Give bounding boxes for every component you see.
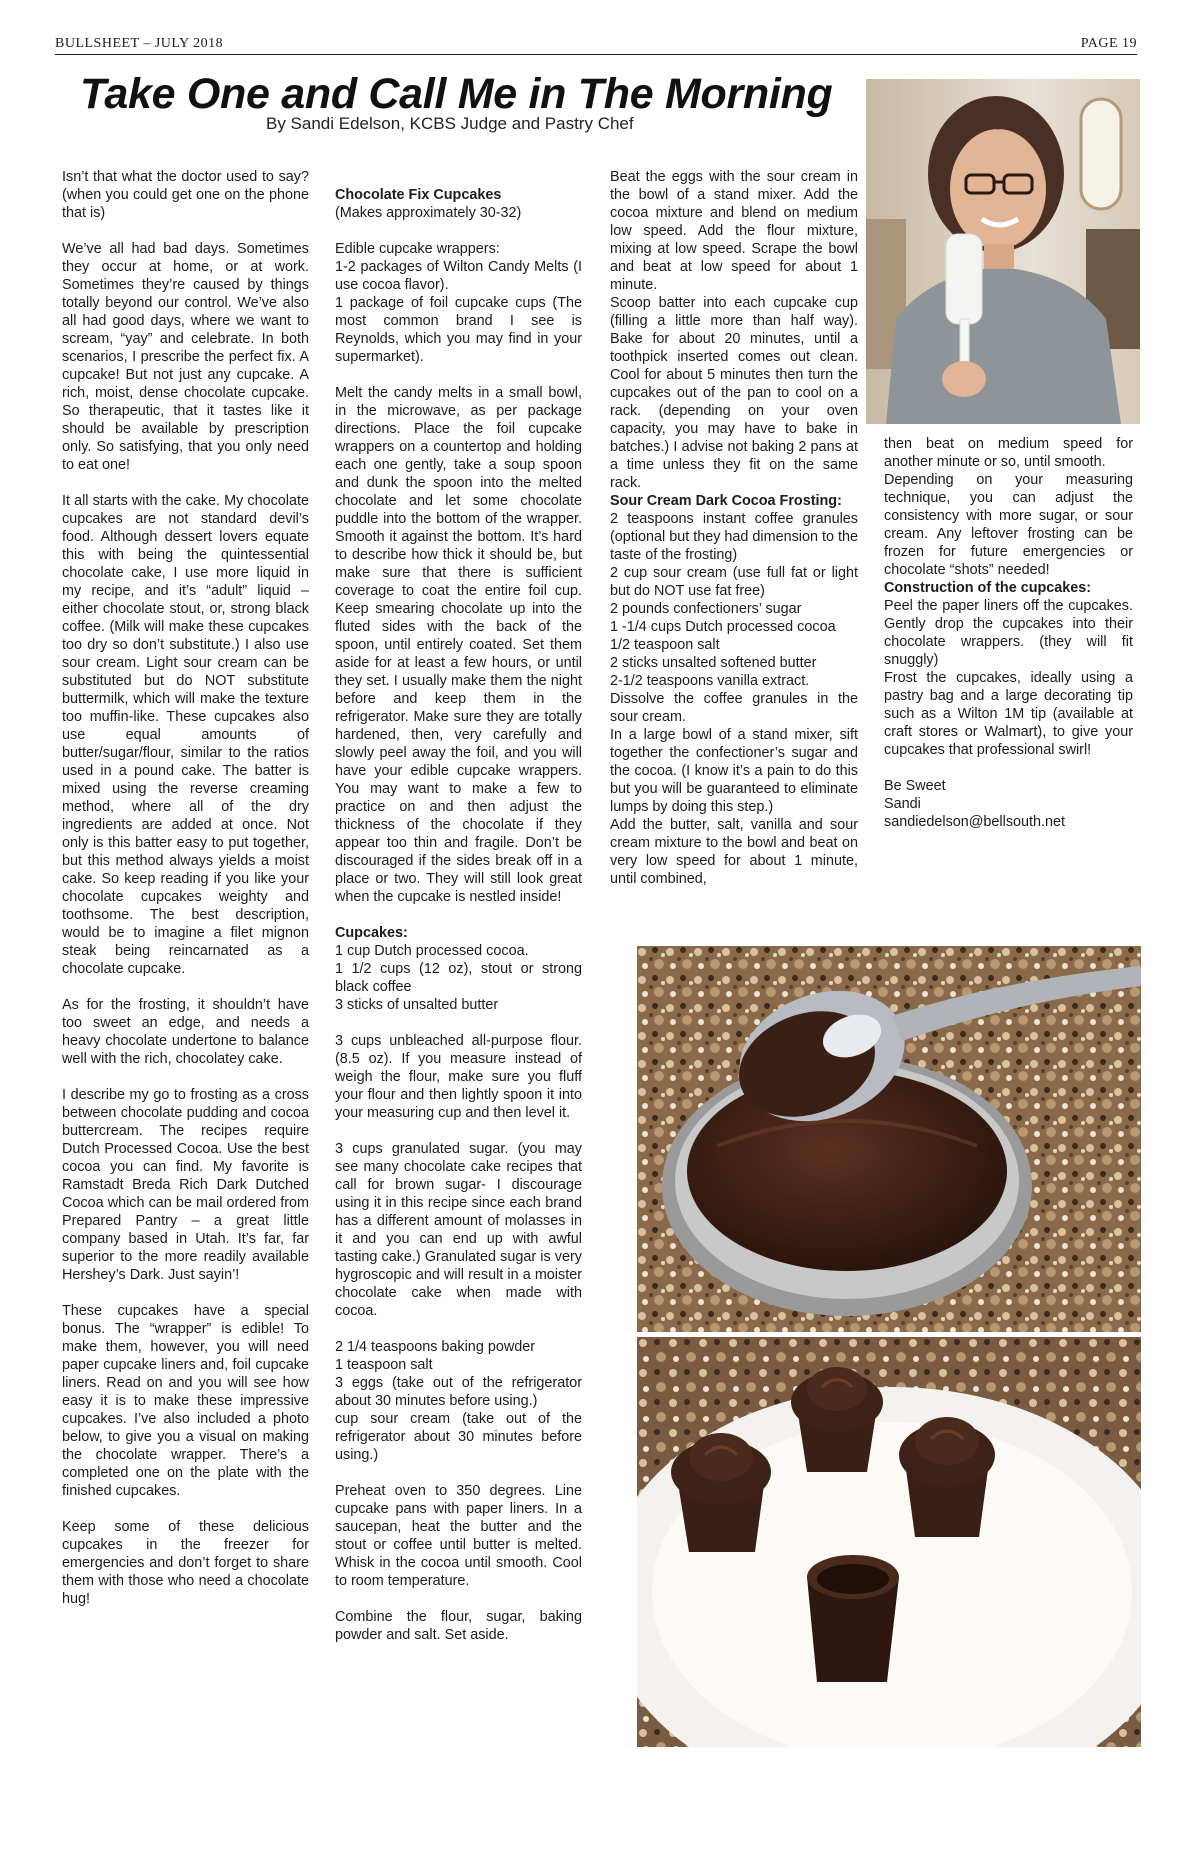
construction-heading: Construction of the cupcakes: — [884, 580, 1092, 596]
article-column-2 — [335, 186, 582, 1662]
ingredient-line: 1 -1/4 cups Dutch processed cocoa — [610, 619, 836, 635]
article-column-3 — [610, 168, 858, 888]
ingredient-line: Dissolve the coffee granules in the sour cream. — [610, 691, 858, 725]
paragraph: Isn’t that what the doctor used to say? (when you could get one on the phone that is) — [62, 169, 309, 221]
article-column-4 — [884, 435, 1133, 831]
signoff-line: Sandi — [884, 796, 921, 812]
ingredient-line: cup sour cream (take out of the refrigerator about 30 minutes before using.) — [335, 1411, 582, 1463]
ingredient-line: 1 package of foil cupcake cups (The most common brand I see is Reynolds, which you may find in your supermarket). — [335, 295, 582, 365]
depending-paragraph: Depending on your measuring technique, you can adjust the consistency with more sugar, or sour cream. Any leftover frosting can be frozen for future emergencies or chocolate “shots” needed! — [884, 472, 1133, 578]
author-portrait-photo — [866, 79, 1140, 424]
ingredient-line: 3 eggs (take out of the refrigerator about 30 minutes before using.) — [335, 1375, 582, 1409]
article-title: Take One and Call Me in The Morning — [80, 70, 833, 118]
article-column-1 — [62, 168, 309, 1626]
ingredient-line: 2 cup sour cream (use full fat or light but do NOT use fat free) — [610, 565, 858, 599]
add-butter-paragraph: Add the butter, salt, vanilla and sour cream mixture to the bowl and beat on very low speed for about 1 minute, until combined, — [610, 817, 858, 887]
sugar-paragraph: 3 cups granulated sugar. (you may see many chocolate cake recipes that call for brown sugar- I discourage using it in this recipe since each brand has a different amount of molasses in it and you can end up with awful tasting cake.) Granulated sugar is very hygroscopic and will result in a moister chocolate cake when made with cocoa. — [335, 1141, 582, 1319]
preheat-paragraph: Preheat oven to 350 degrees. Line cupcake pans with paper liners. In a saucepan, heat the butter and the stout or coffee until butter is melted. Whisk in the cocoa until smooth. Cool to room temperature. — [335, 1483, 582, 1589]
ingredient-line: 1-2 packages of Wilton Candy Melts (I use cocoa flavor). — [335, 259, 582, 293]
ingredient-line: 1 cup Dutch processed cocoa. — [335, 943, 529, 959]
page-number: PAGE 19 — [1080, 36, 1137, 51]
ingredient-line: Edible cupcake wrappers: — [335, 241, 500, 257]
paragraph: We’ve all had bad days. Sometimes they occur at home, or at work. Sometimes they’re caused by things totally beyond our control. We’ve also all had good days, where we want to scream, “yay” and celebrate. In both scenarios, I prescribe the perfect fix. A cupcake! But not just any cupcake. A rich, moist, dense chocolate cupcake. So therapeutic, that it tastes like it should be available by prescription only. So satisfying, that you only need to eat one! — [62, 241, 309, 473]
recipe-yield: (Makes approximately 30-32) — [335, 205, 522, 221]
ingredient-line: 2 1/4 teaspoons baking powder — [335, 1339, 536, 1355]
paragraph: It all starts with the cake. My chocolate cupcakes are not standard devil’s food. Although dessert lovers equate this with being the quintessential chocolate cake, I use more liquid in my recipe, and it’s “adult” liquid – either chocolate stout, or, strong black coffee. (Milk will make these cupcakes too dry so don’t substitute.) I also use sour cream. Light sour cream can be substituted but do NOT substitute buttermilk, which will make the texture too muffin-like. These cupcakes also use equal amounts of butter/sugar/flour, similar to the ratios used in a pound cake. The batter is mixed using the reverse creaming method, where all of the dry ingredients are added at once. Not only is this batter easy to put together, but this method always yields a moist cake. So keep reading if you like your chocolate cupcakes weighty and toothsome. The best description, would be to imagine a filet mignon steak being reincarnated as a chocolate cupcake. — [62, 493, 309, 977]
ingredient-line: 3 sticks of unsalted butter — [335, 997, 499, 1013]
ingredient-line: 1 teaspoon salt — [335, 1357, 433, 1373]
frost-paragraph: Frost the cupcakes, ideally using a pastry bag and a large decorating tip such as a Wilton 1M tip (available at craft stores or Walmart), to give your cupcakes that professional swirl! — [884, 670, 1133, 758]
article-byline: By Sandi Edelson, KCBS Judge and Pastry Chef — [266, 114, 634, 133]
then-beat-paragraph: then beat on medium speed for another minute or so, until smooth. — [884, 436, 1133, 470]
ingredient-line: 2 sticks unsalted softened butter — [610, 655, 817, 671]
flour-paragraph: 3 cups unbleached all-purpose flour. (8.5 oz). If you measure instead of weigh the flour, make sure you fluff your flour and then lightly spoon it into your measuring cup and then level it. — [335, 1033, 582, 1121]
ingredient-line: 2 teaspoons instant coffee granules (optional but they had dimension to the taste of the frosting) — [610, 511, 859, 563]
cupcakes-heading: Cupcakes: — [335, 925, 408, 941]
frosting-heading: Sour Cream Dark Cocoa Frosting: — [610, 493, 842, 509]
publication-date: BULLSHEET – JULY 2018 — [55, 36, 224, 51]
paragraph: These cupcakes have a special bonus. The “wrapper” is edible! To make them, however, you will need paper cupcake liners and, foil cupcake liners. Read on and you will see how easy it is to make these impressive cupcakes. I’ve also included a photo below, to give you a visual on making the chocolate wrapper. There’s a completed one on the plate with the finished cupcakes. — [62, 1303, 309, 1499]
page-header — [55, 36, 1137, 55]
large-bowl-paragraph: In a large bowl of a stand mixer, sift together the confectioner’s sugar and the cocoa. (I know it’s a pain to do this but you will be guaranteed to eliminate lumps by doing this step.) — [610, 727, 858, 815]
paragraph: As for the frosting, it shouldn’t have too sweet an edge, and needs a heavy chocolate undertone to balance well with the rich, chocolatey cake. — [62, 997, 309, 1067]
finished-cupcakes-photo — [637, 1337, 1141, 1747]
author-email: sandiedelson@bellsouth.net — [884, 814, 1066, 830]
chocolate-wrapper-photo — [637, 946, 1141, 1332]
ingredient-line: 1/2 teaspoon salt — [610, 637, 720, 653]
signoff-line: Be Sweet — [884, 778, 946, 794]
recipe-title: Chocolate Fix Cupcakes — [335, 187, 502, 203]
ingredient-line: 1 1/2 cups (12 oz), stout or strong black coffee — [335, 961, 582, 995]
scoop-paragraph: Scoop batter into each cupcake cup (filling a little more than half way). Bake for about 20 minutes, until a toothpick inserted comes out clean. Cool for about 5 minutes then turn the cupcakes out of the pan to cool on a rack. (depending on your oven capacity, you may have to bake in batches.) I advise not baking 2 pans at a time unless they fit on the same rack. — [610, 295, 858, 491]
ingredient-line: 2-1/2 teaspoons vanilla extract. — [610, 673, 810, 689]
ingredient-line: 2 pounds confectioners’ sugar — [610, 601, 802, 617]
paragraph: I describe my go to frosting as a cross between chocolate pudding and cocoa buttercream. The recipes require Dutch Processed Cocoa. Use the best cocoa you can find. My favorite is Ramstadt Breda Rich Dark Dutched Cocoa which can be mail ordered from Prepared Pantry – a great little company based in Utah. It’s far, far superior to the more readily available Hershey’s Dark. Just sayin’! — [62, 1087, 309, 1283]
paragraph: Keep some of these delicious cupcakes in the freezer for emergencies and don’t forget to share them with those who need a chocolate hug! — [62, 1519, 309, 1607]
combine-paragraph: Combine the flour, sugar, baking powder and salt. Set aside. — [335, 1609, 582, 1643]
wrappers-method: Melt the candy melts in a small bowl, in the microwave, as per package directions. Place the foil cupcake wrappers on a countertop and holding each one gently, take a soup spoon and dunk the spoon into the melted chocolate and let some chocolate puddle into the bottom of the wrapper. Smooth it against the bottom. It’s hard to describe how thick it should be, but make sure that there is sufficient coverage to coat the entire foil cup. Keep smearing chocolate up into the fluted sides with the back of the spoon, until entirely coated. Set them aside for at least a few hours, or until they set. I usually make them the night before and keep them in the refrigerator. Make sure they are totally hardened, then, very carefully and slowly peel away the foil, and you will have your edible cupcake wrappers. You may want to make a few to practice on and then adjust the thickness of the chocolate if they appear too thin and fragile. Don’t be discouraged if the sides break off in a place or two. They will still look great when the cupcake is nestled inside! — [335, 385, 582, 905]
beat-paragraph: Beat the eggs with the sour cream in the bowl of a stand mixer. Add the cocoa mixture and blend on medium low speed. Add the flour mixture, mixing at low speed. Scrape the bowl and beat at low speed for about 1 minute. — [610, 169, 858, 293]
peel-paragraph: Peel the paper liners off the cupcakes. Gently drop the cupcakes into their chocolate wrappers. (they will fit snuggly) — [884, 598, 1133, 668]
